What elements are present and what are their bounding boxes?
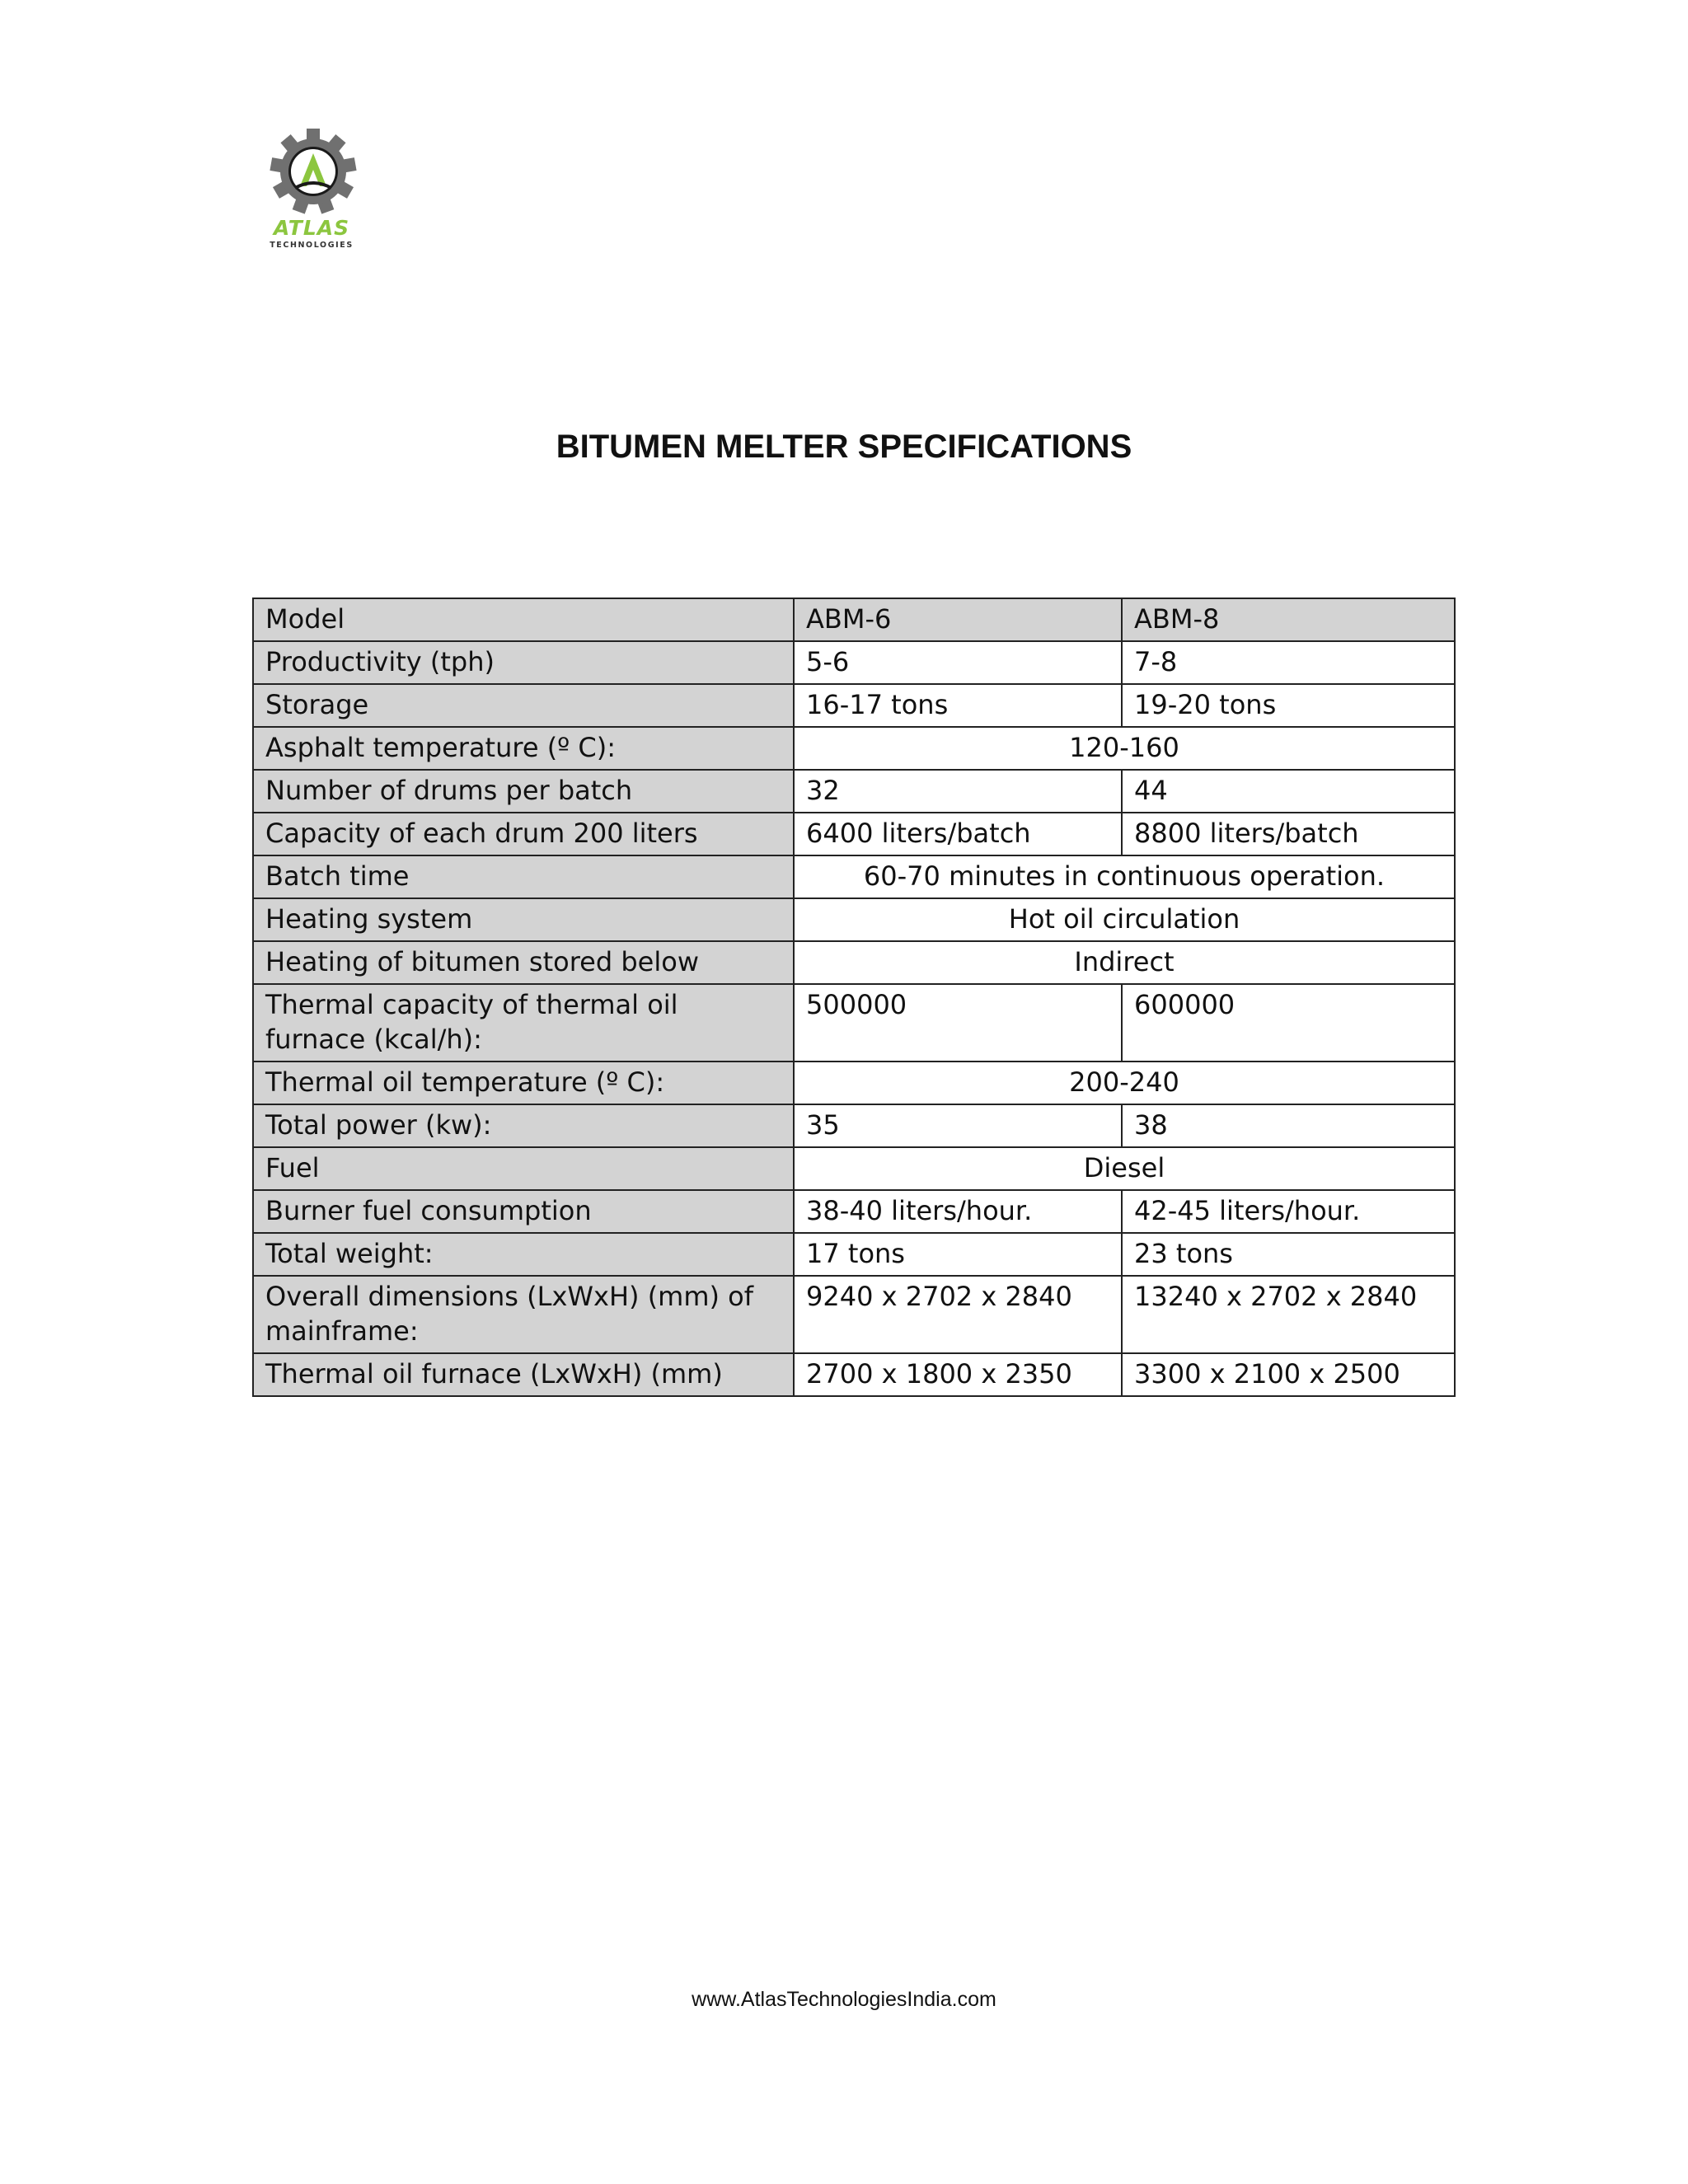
spec-value-abm8: 13240 x 2702 x 2840: [1122, 1276, 1455, 1353]
spec-value-abm8: 8800 liters/batch: [1122, 813, 1455, 855]
table-row: [253, 1062, 1455, 1104]
spec-value-abm8: 7-8: [1122, 641, 1455, 684]
spec-value-abm6: 5-6: [794, 641, 1122, 684]
spec-value-abm6: 16-17 tons: [794, 684, 1122, 727]
table-row: [253, 1353, 1455, 1396]
spec-shared-value-cell: 120-160: [794, 727, 1455, 770]
spec-label-cell: Thermal oil temperature (º C):: [253, 1062, 794, 1104]
spec-label-cell: Total weight:: [253, 1233, 794, 1276]
spec-value-abm6: 17 tons: [794, 1233, 1122, 1276]
spec-label-cell: Burner fuel consumption: [253, 1190, 794, 1233]
spec-shared-value-cell: Diesel: [794, 1147, 1455, 1190]
table-row: [253, 941, 1455, 984]
spec-label-cell: Thermal capacity of thermal oil furnace (kcal/h):: [253, 984, 794, 1062]
spec-label-cell: Heating system: [253, 898, 794, 941]
spec-shared-value-cell: 200-240: [794, 1062, 1455, 1104]
spec-value-abm8: 600000: [1122, 984, 1455, 1062]
logo-wordmark: ATLAS: [273, 216, 350, 240]
spec-label-cell: Heating of bitumen stored below: [253, 941, 794, 984]
table-row: [253, 770, 1455, 813]
spec-shared-value-cell: 60-70 minutes in continuous operation.: [794, 855, 1455, 898]
table-row: [253, 855, 1455, 898]
spec-value-abm6: 32: [794, 770, 1122, 813]
spec-value-abm6: 6400 liters/batch: [794, 813, 1122, 855]
table-row: [253, 727, 1455, 770]
footer-website: www.AtlasTechnologiesIndia.com: [692, 1988, 996, 2011]
spec-label-cell: Total power (kw):: [253, 1104, 794, 1147]
header-label-cell: Model: [253, 598, 794, 641]
specifications-table-body: [253, 598, 1455, 1396]
spec-shared-value-cell: Hot oil circulation: [794, 898, 1455, 941]
gear-with-atlas-a-icon: [254, 124, 369, 218]
spec-value-abm6: 500000: [794, 984, 1122, 1062]
spec-label-cell: Batch time: [253, 855, 794, 898]
table-header-row: [253, 598, 1455, 641]
table-row: [253, 984, 1455, 1062]
spec-label-cell: Asphalt temperature (º C):: [253, 727, 794, 770]
spec-label-cell: Storage: [253, 684, 794, 727]
table-row: [253, 684, 1455, 727]
spec-value-abm8: 38: [1122, 1104, 1455, 1147]
header-model-abm6: ABM-6: [794, 598, 1122, 641]
spec-value-abm6: 9240 x 2702 x 2840: [794, 1276, 1122, 1353]
table-row: [253, 1190, 1455, 1233]
spec-value-abm8: 3300 x 2100 x 2500: [1122, 1353, 1455, 1396]
table-row: [253, 898, 1455, 941]
spec-label-cell: Overall dimensions (LxWxH) (mm) of mainframe:: [253, 1276, 794, 1353]
spec-label-cell: Thermal oil furnace (LxWxH) (mm): [253, 1353, 794, 1396]
spec-label-cell: Number of drums per batch: [253, 770, 794, 813]
specifications-table: [252, 598, 1456, 1397]
spec-value-abm6: 38-40 liters/hour.: [794, 1190, 1122, 1233]
table-row: [253, 1147, 1455, 1190]
page-title: BITUMEN MELTER SPECIFICATIONS: [556, 429, 1132, 465]
company-logo: [254, 124, 369, 255]
spec-label-cell: Productivity (tph): [253, 641, 794, 684]
table-row: [253, 813, 1455, 855]
table-row: [253, 1104, 1455, 1147]
spec-shared-value-cell: Indirect: [794, 941, 1455, 984]
spec-value-abm8: 42-45 liters/hour.: [1122, 1190, 1455, 1233]
table-row: [253, 641, 1455, 684]
spec-value-abm8: 23 tons: [1122, 1233, 1455, 1276]
spec-label-cell: Capacity of each drum 200 liters: [253, 813, 794, 855]
table-row: [253, 1276, 1455, 1353]
spec-label-cell: Fuel: [253, 1147, 794, 1190]
spec-value-abm8: 19-20 tons: [1122, 684, 1455, 727]
table-row: [253, 1233, 1455, 1276]
spec-value-abm6: 35: [794, 1104, 1122, 1147]
header-model-abm8: ABM-8: [1122, 598, 1455, 641]
spec-value-abm8: 44: [1122, 770, 1455, 813]
spec-value-abm6: 2700 x 1800 x 2350: [794, 1353, 1122, 1396]
logo-subtitle: TECHNOLOGIES: [270, 241, 354, 250]
